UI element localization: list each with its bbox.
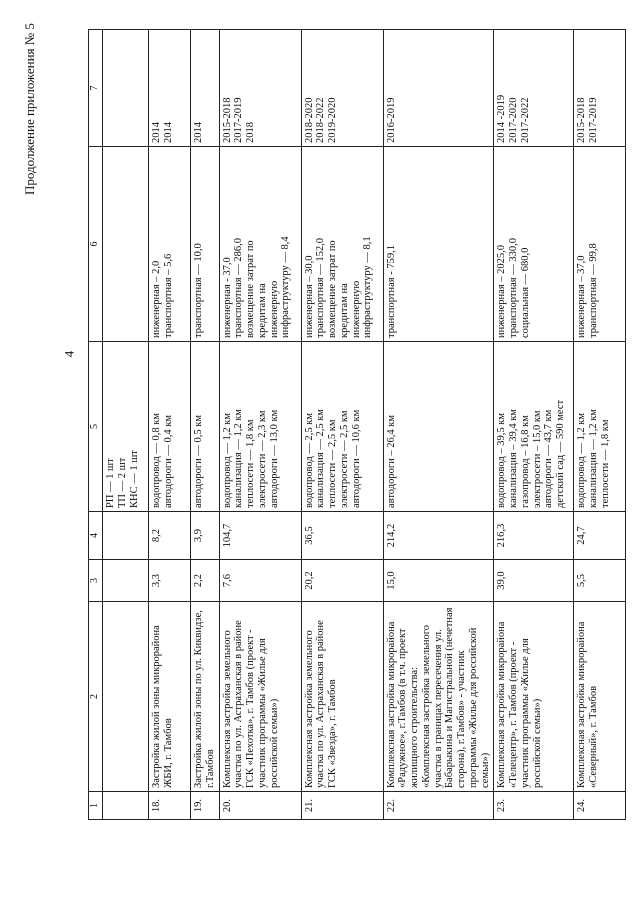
cell-line: кредитам на [338, 283, 350, 338]
cell-line: инженерная - 37,0 [221, 257, 233, 338]
cell-line: инженерную [350, 280, 362, 338]
costs-cell [574, 147, 626, 342]
cell-line: электросети – 15,0 км [531, 410, 543, 508]
years-cell [574, 30, 626, 147]
costs-cell [383, 147, 494, 342]
cell-line: инженерную [268, 280, 280, 338]
housing-value: 24,7 [574, 512, 626, 560]
col-header: 5 [89, 342, 103, 512]
cell-line: ТП — 2 шт [116, 457, 128, 508]
cell-line: инфраструктуру — 8,1 [362, 236, 374, 338]
infrastructure-cell [574, 342, 626, 512]
table-row [574, 30, 626, 820]
table-row [301, 30, 383, 820]
project-name-text: Комплексная застройка микрорайона «Телецентр», г. Тамбов (проект - участник программы «Жилье для российской семьи») [496, 621, 543, 788]
cell-line: транспортная — 152,0 [315, 238, 327, 338]
cell-line: транспортная — 330,0 [508, 238, 519, 338]
area-value: 20,2 [301, 560, 383, 602]
project-name [301, 602, 383, 792]
cell-line: канализация — 1,2 км [233, 409, 245, 508]
years-cell [494, 30, 574, 147]
col-header: 6 [89, 147, 103, 342]
col-header: 2 [89, 602, 103, 792]
cell-line: 2014 [193, 122, 204, 143]
housing-value: 8,2 [149, 512, 191, 560]
row-number: 18. [149, 792, 191, 820]
area-value: 39,0 [494, 560, 574, 602]
row-number: 19. [191, 792, 220, 820]
housing-value: 216,3 [494, 512, 574, 560]
table-row [191, 30, 220, 820]
cell-line: электросети — 2,5 км [338, 410, 350, 508]
cell-line: автодороги — 13,0 км [268, 409, 280, 508]
cell-line: инженерная – 2025,0 [496, 244, 508, 338]
cell-line: водопровод — 1,2 км [221, 413, 233, 508]
project-name [574, 602, 626, 792]
cell-line: 2019-2020 [327, 97, 338, 143]
header-row [89, 30, 103, 820]
cell-line: водопровод — 2,5 км [303, 413, 315, 508]
cell-line: 2016-2019 [385, 97, 397, 143]
infrastructure-cell [383, 342, 494, 512]
cell-line: водопровод — 1,2 км [576, 413, 588, 508]
area-value: 2,2 [191, 560, 220, 602]
cell-line: инфраструктуру — 8,4 [280, 236, 292, 338]
row-number: 22. [383, 792, 494, 820]
cell-line: 2017-2019 [233, 97, 245, 143]
continuation-cell [103, 342, 149, 512]
years-cell [219, 30, 301, 147]
project-name [219, 602, 301, 792]
cell-line: 2014 [162, 122, 174, 143]
table-row [219, 30, 301, 820]
project-name-text: Комплексная застройка земельного участка по ул. Астраханская в районе ГСК «Пехотка», г. Тамбов (проект - участник программы «Жилье для российской семьи») [221, 620, 280, 788]
costs-cell [149, 147, 191, 342]
cell-line: КНС — 1 шт [128, 450, 140, 508]
row-number: 24. [574, 792, 626, 820]
infrastructure-cell [219, 342, 301, 512]
projects-table [88, 30, 611, 820]
cell-line: автодороги – 26,4 км [385, 414, 397, 508]
cell-line: транспортная — 10,0 [193, 243, 204, 338]
cell-line: кредитам на [256, 283, 268, 338]
project-name-text: Комплексная застройка микрорайона «Радужное», г.Тамбов (в т.ч. проект жилищного строительства: «Комплексная застройка земельного участка в границах пересечения ул. Бабарыкина и Магистральной (нечетная сторона), г.Тамбов» - участник программы «Жилье для российской семьи») [385, 607, 491, 788]
area-value: 15,0 [383, 560, 494, 602]
row-number: 23. [494, 792, 574, 820]
cell-line: 2015-2018 [221, 97, 233, 143]
table-row [383, 30, 494, 820]
project-name [383, 602, 494, 792]
cell-line: РП — 1 шт [105, 458, 116, 508]
project-name [494, 602, 574, 792]
cell-line: социальная — 680,0 [519, 247, 531, 338]
row-number: 21. [301, 792, 383, 820]
years-cell [301, 30, 383, 147]
cell-line: канализация — 1,2 км [588, 409, 599, 508]
area-value: 3,3 [149, 560, 191, 602]
cell-line: теплосети — 1,8 км [599, 419, 611, 508]
infrastructure-cell [301, 342, 383, 512]
cell-line: теплосети — 2,5 км [327, 419, 338, 508]
page-number: 4 [61, 350, 77, 358]
cell-line: автодороги — 0,5 км [193, 414, 204, 508]
project-name-text: Застройка жилой зоны микрорайона ЖБИ, г. Тамбов [151, 625, 174, 788]
col-header: 4 [89, 512, 103, 560]
costs-cell [219, 147, 301, 342]
cell-line: 2014 [151, 122, 162, 143]
cell-line: транспортная — 286,0 [233, 238, 245, 338]
cell-line: автодороги — 10,6 км [350, 409, 362, 508]
area-value: 7,6 [219, 560, 301, 602]
cell-line: теплосети — 1,8 км [245, 419, 256, 508]
years-cell [149, 30, 191, 147]
cell-line: 2017-2022 [519, 97, 531, 143]
costs-cell [191, 147, 220, 342]
costs-cell [301, 147, 383, 342]
cell-line: 2014 -2019 [496, 94, 508, 143]
cell-line: транспортная — 99,8 [588, 243, 599, 338]
project-name-text: Комплексная застройка микрорайона «Северный», г. Тамбов [576, 621, 599, 788]
col-header: 3 [89, 560, 103, 602]
cell-line: автодороги — 0,4 км [162, 414, 174, 508]
years-cell [383, 30, 494, 147]
housing-value: 104,7 [219, 512, 301, 560]
project-name [191, 602, 220, 792]
cell-line: автодороги — 43,7 км [543, 409, 555, 508]
cell-line: возмещение затрат по [327, 240, 338, 338]
infrastructure-cell [149, 342, 191, 512]
area-value: 5,5 [574, 560, 626, 602]
cell-line: газопровод – 16,8 км [519, 415, 531, 508]
cell-line: 2018-2022 [315, 97, 327, 143]
cell-line: водопровод – 39,5 км [496, 413, 508, 508]
cell-line: инженерная – 2,0 [151, 260, 162, 338]
cell-line: 2017-2019 [588, 97, 599, 143]
appendix-title: Продолжение приложения № 5 [22, 23, 37, 195]
cell-line: 2015-2018 [576, 97, 588, 143]
cell-line: канализация — 2,5 км [315, 409, 327, 508]
cell-line: 2018-2020 [303, 97, 315, 143]
housing-value: 36,5 [301, 512, 383, 560]
costs-cell [494, 147, 574, 342]
project-name [149, 602, 191, 792]
col-header: 7 [89, 30, 103, 147]
cell-line: инженерная – 37,0 [576, 255, 588, 338]
project-name-text: Комплексная застройка земельного участка по ул. Астраханская в районе ГСК «Звезда», г. Тамбов [303, 620, 338, 788]
table-row [149, 30, 191, 820]
cell-line: 2018 [245, 122, 256, 143]
continuation-row [103, 30, 149, 820]
cell-line: канализация – 39,4 км [508, 409, 519, 508]
infrastructure-cell [191, 342, 220, 512]
cell-line: детский сад — 590 мест [555, 399, 566, 508]
col-header: 1 [89, 792, 103, 820]
cell-line: водопровод — 0,8 км [151, 413, 162, 508]
table-row [494, 30, 574, 820]
cell-line: транспортная – 5,6 [162, 253, 174, 338]
row-number: 20. [219, 792, 301, 820]
project-name-text: Застройка жилой зоны по ул. Киквидзе, г.Тамбов [193, 610, 216, 788]
infrastructure-cell [494, 342, 574, 512]
housing-value: 214,2 [383, 512, 494, 560]
cell-line: транспортная - 759,1 [385, 245, 397, 338]
housing-value: 3,9 [191, 512, 220, 560]
cell-line: 2017-2020 [508, 97, 519, 143]
cell-line: инженерная – 30,0 [303, 255, 315, 338]
cell-line: возмещение затрат по [245, 240, 256, 338]
cell-line: электросети — 2,3 км [256, 410, 268, 508]
years-cell [191, 30, 220, 147]
